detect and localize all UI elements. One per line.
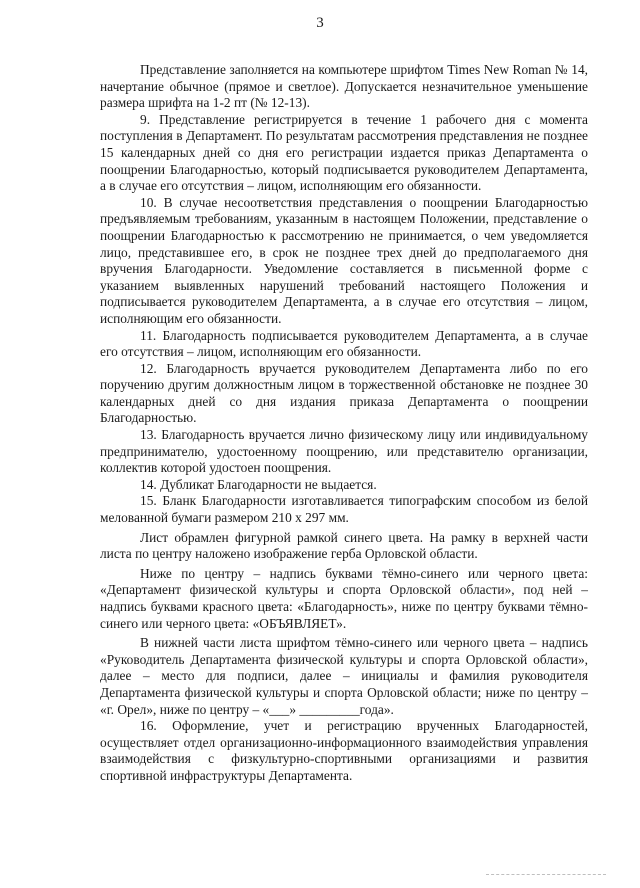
paragraph-16-registration: 16. Оформление, учет и регистрацию врученных Благодарностей, осуществляет отдел организационно-информационного взаимодействия управления взаимодействия с физкультурно-спортивными организациями и развития спортивной инфраструктуры Департамента. bbox=[100, 718, 588, 783]
scan-artifact-line bbox=[486, 872, 606, 875]
paragraph-13-recipients: 13. Благодарность вручается лично физическому лицу или индивидуальному предпринимателю, удостоенному поощрению, или представителю организации, коллектив которой удостоен поощрения. bbox=[100, 427, 588, 476]
paragraph-11-signing: 11. Благодарность подписывается руководителем Департамента, а в случае его отсутствия – лицом, исполняющим его обязанности. bbox=[100, 327, 588, 360]
paragraph-12-presentation: 12. Благодарность вручается руководителем Департамента либо по его поручению другим должностным лицом в торжественной обстановке не позднее 30 календарных дней со дня издания приказа Департамента о поощрении Благодарностью. bbox=[100, 360, 588, 426]
paragraph-frame: Лист обрамлен фигурной рамкой синего цвета. На рамку в верхней части листа по центру наложено изображение герба Орловской области. bbox=[100, 529, 588, 562]
paragraph-bottom-text: В нижней части листа шрифтом тёмно-синего или черного цвета – надпись «Руководитель Департамента физической культуры и спорта Орловской области», далее – место для подписи, далее – инициалы и фамилия руководителя Департамента физической культуры и спорта Орловской области; ниже по центру – «г. Орел», ниже по центру – «___» _________года». bbox=[100, 635, 588, 717]
paragraph-font-requirements: Представление заполняется на компьютере шрифтом Times New Roman № 14, начертание обычное (прямое и светлое). Допускается незначительное уменьшение размера шрифта на 1-2 пт (№ 12-13). bbox=[100, 62, 588, 111]
paragraph-9-registration: 9. Представление регистрируется в течение 1 рабочего дня с момента поступления в Департамент. По результатам рассмотрения представления не позднее 15 календарных дней со дня его регистрации издается приказ Департамента о поощрении Благодарностью, который подписывается руководителем Департамента, а в случае его отсутствия – лицом, исполняющим его обязанности. bbox=[100, 111, 588, 194]
paragraph-15-blank: 15. Бланк Благодарности изготавливается типографским способом из белой мелованной бумаги размером 210 х 297 мм. bbox=[100, 493, 588, 526]
paragraph-10-nonconformity: 10. В случае несоответствия представления о поощрении Благодарностью предъявляемым требованиям, указанным в настоящем Положении, представление о поощрении Благодарностью к рассмотрению не принимается, о чем уведомляется лицо, представившее его, в срок не позднее трех дней до предполагаемого дня вручения Благодарности. Уведомление составляется в письменной форме с указанием выявленных нарушений требований настоящего Положения и подписывается руководителем Департамента, а в случае его отсутствия – лицом, исполняющим его обязанности. bbox=[100, 194, 588, 326]
document-body bbox=[100, 62, 588, 785]
paragraph-center-text: Ниже по центру – надпись буквами тёмно-синего или черного цвета: «Департамент физической культуры и спорта Орловской области», под ней – надпись буквами красного цвета: «Благодарность», ниже по центру буквами тёмно-синего или черного цвета: «ОБЪЯВЛЯЕТ». bbox=[100, 565, 588, 631]
paragraph-14-duplicate: 14. Дубликат Благодарности не выдается. bbox=[140, 476, 377, 492]
page-number: 3 bbox=[316, 15, 324, 31]
